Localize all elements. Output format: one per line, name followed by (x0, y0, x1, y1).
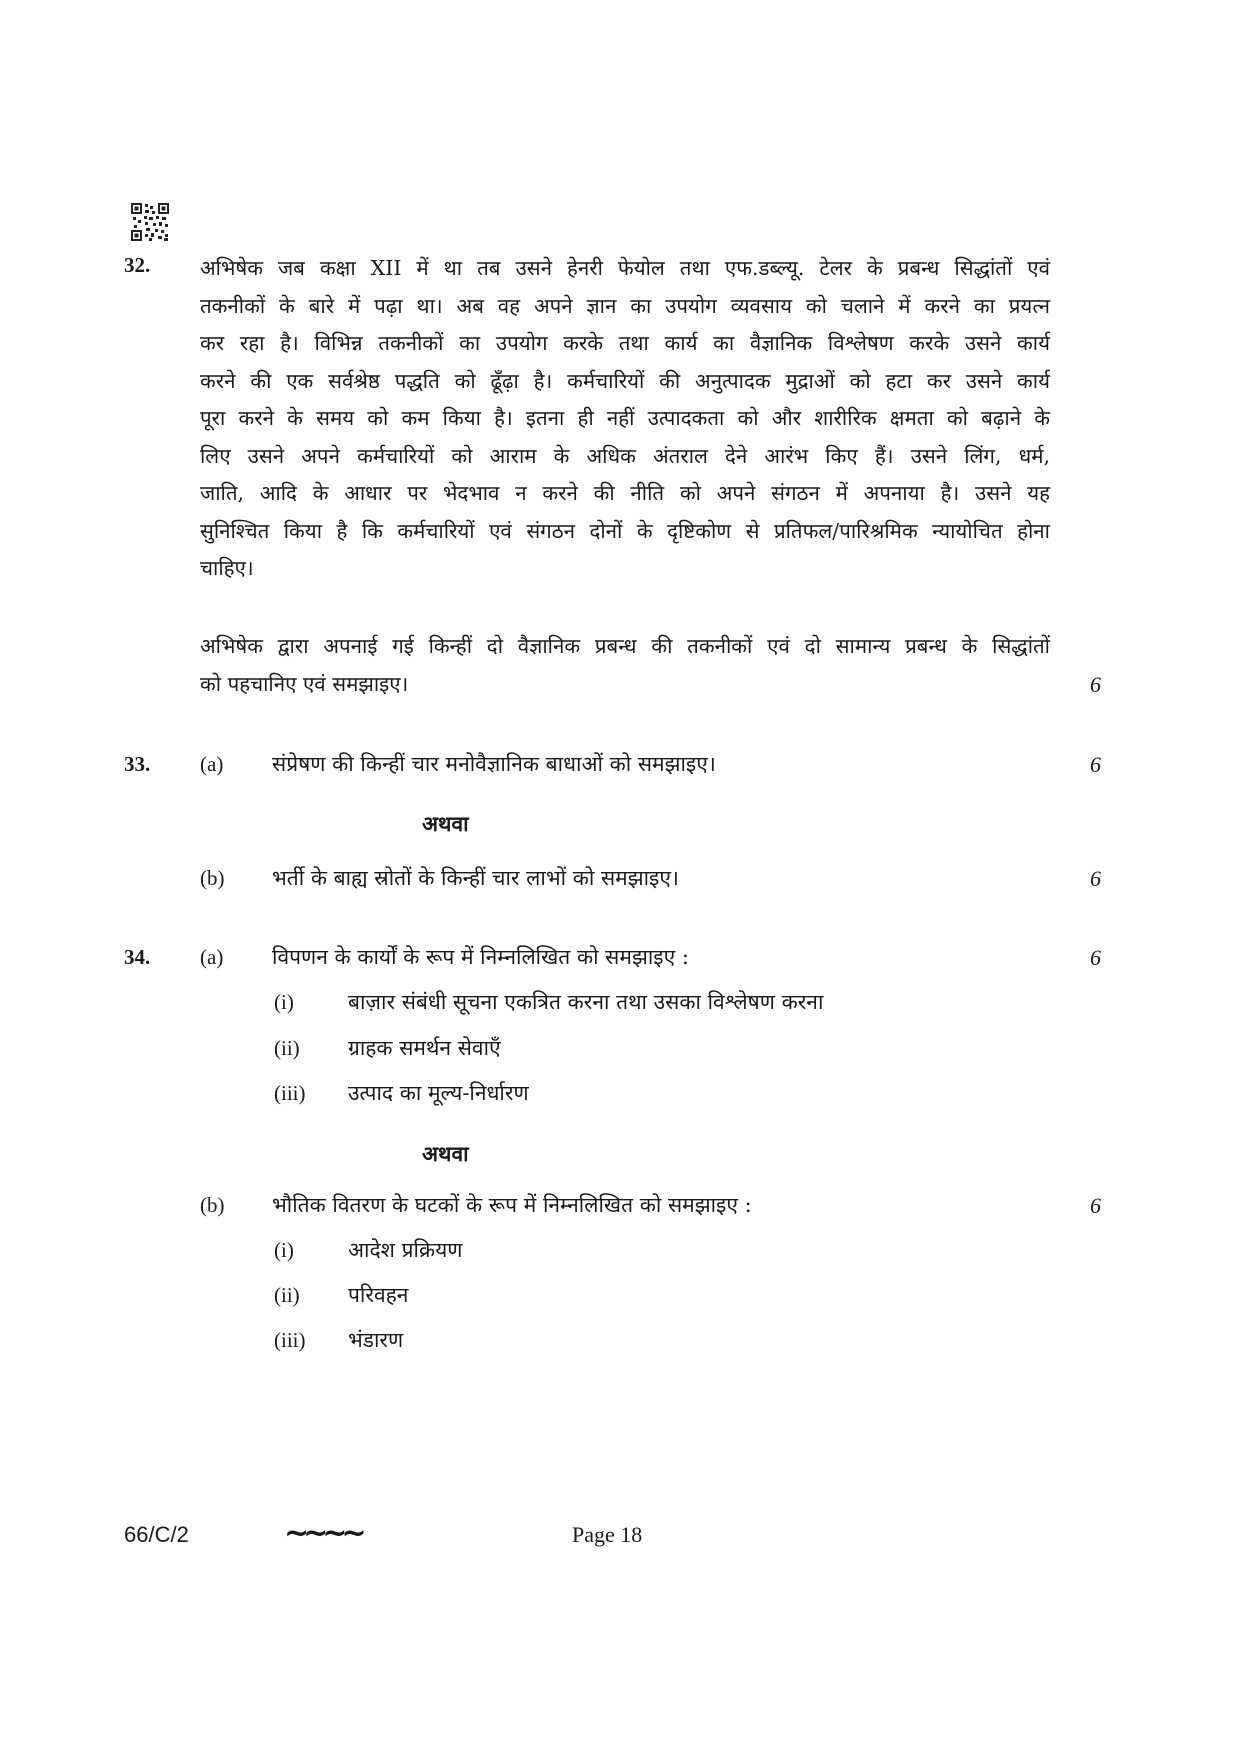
question-34a-marks: 6 (1090, 945, 1101, 970)
question-34b-marks: 6 (1090, 1193, 1101, 1218)
question-33-number: 33. (124, 752, 151, 776)
question-34a-label: (a) (200, 945, 224, 969)
question-34b-item-2-text: परिवहन (348, 1283, 409, 1307)
q32-line-4: करने की एक सर्वश्रेष्ठ पद्धति को ढूँढ़ा है। कर्मचारियों की अनुत्पादक मुद्राओं को हटा कर उसने कार्य (200, 368, 1050, 393)
question-34a-item-1-text: बाज़ार संबंधी सूचना एकत्रित करना तथा उसका विश्लेषण करना (348, 990, 824, 1014)
question-34-number: 34. (124, 945, 151, 969)
question-33a-label: (a) (200, 752, 224, 776)
q32-line-5: पूरा करने के समय को कम किया है। इतना ही नहीं उत्पादकता को और शारीरिक क्षमता को बढ़ाने के (200, 406, 1050, 430)
question-33a-marks: 6 (1090, 752, 1101, 777)
question-34a-item-3-text: उत्पाद का मूल्य-निर्धारण (348, 1081, 529, 1105)
question-34b-item-2-label: (ii) (274, 1283, 300, 1307)
question-32-text (200, 250, 1050, 588)
question-33b-marks: 6 (1090, 866, 1101, 891)
question-34a-text: विपणन के कार्यों के रूप में निम्नलिखित को समझाइए : (272, 945, 689, 969)
question-34b-item-3-label: (iii) (274, 1328, 306, 1352)
question-34b-item-1-text: आदेश प्रक्रियण (348, 1238, 463, 1262)
q32-task-line-1: अभिषेक द्वारा अपनाई गई किन्हीं दो वैज्ञानिक प्रबन्ध की तकनीकों एवं दो सामान्य प्रबन्ध के सिद्धांतों (200, 634, 1050, 658)
page-number: Page 18 (572, 1522, 643, 1547)
paper-code: 66/C/2 (124, 1522, 189, 1547)
q32-task-line-2: को पहचानिए एवं समझाइए। (200, 671, 409, 696)
q32-line-1: अभिषेक जब कक्षा XII में था तब उसने हेनरी फेयोल तथा एफ.डब्ल्यू. टेलर के प्रबन्ध सिद्धांतों एवं (200, 256, 1050, 280)
q32-line-7: जाति, आदि के आधार पर भेदभाव न करने की नीति को अपने संगठन में अपनाया है। उसने यह (200, 481, 1050, 505)
q32-line-9: चाहिए। (200, 556, 254, 580)
question-34b-text: भौतिक वितरण के घटकों के रूप में निम्नलिखित को समझाइए : (272, 1193, 752, 1217)
question-34a-item-1-label: (i) (274, 990, 294, 1014)
q32-line-6: लिए उसने अपने कर्मचारियों को आराम के अधिक अंतराल देने आरंभ किए हैं। उसने लिंग, धर्म, (200, 443, 1050, 468)
question-34b-item-3-text: भंडारण (348, 1328, 404, 1352)
question-34a-item-3-label: (iii) (274, 1081, 306, 1105)
question-32-task (200, 628, 1050, 703)
q32-line-3: कर रहा है। विभिन्न तकनीकों का उपयोग करके तथा कार्य का वैज्ञानिक विश्लेषण करके उसने कार्य (200, 331, 1050, 355)
question-34a-item-2-text: ग्राहक समर्थन सेवाएँ (348, 1036, 501, 1060)
q32-line-2: तकनीकों के बारे में पढ़ा था। अब वह अपने ज्ञान का उपयोग व्यवसाय को चलाने में करने का प्रयत्न (200, 293, 1050, 318)
question-32-number: 32. (124, 253, 151, 277)
question-34b-label: (b) (200, 1193, 225, 1217)
qr-code-icon (131, 203, 169, 241)
question-34-or: अथवा (422, 1141, 469, 1166)
question-34b-item-1-label: (i) (274, 1238, 294, 1262)
question-33-or: अथवा (422, 811, 469, 836)
question-32-marks: 6 (1090, 672, 1101, 697)
q32-line-8: सुनिश्चित किया है कि कर्मचारियों एवं संगठन दोनों के दृष्टिकोण से प्रतिफल/पारिश्रमिक न्यायोचित होना (200, 518, 1050, 543)
question-33b-text: भर्ती के बाह्य स्रोतों के किन्हीं चार लाभों को समझाइए। (272, 866, 679, 890)
question-33b-label: (b) (200, 866, 225, 890)
footer-wave-decoration: ~~~~ (284, 1516, 361, 1551)
question-34a-item-2-label: (ii) (274, 1036, 300, 1060)
question-33a-text: संप्रेषण की किन्हीं चार मनोवैज्ञानिक बाधाओं को समझाइए। (272, 752, 716, 776)
